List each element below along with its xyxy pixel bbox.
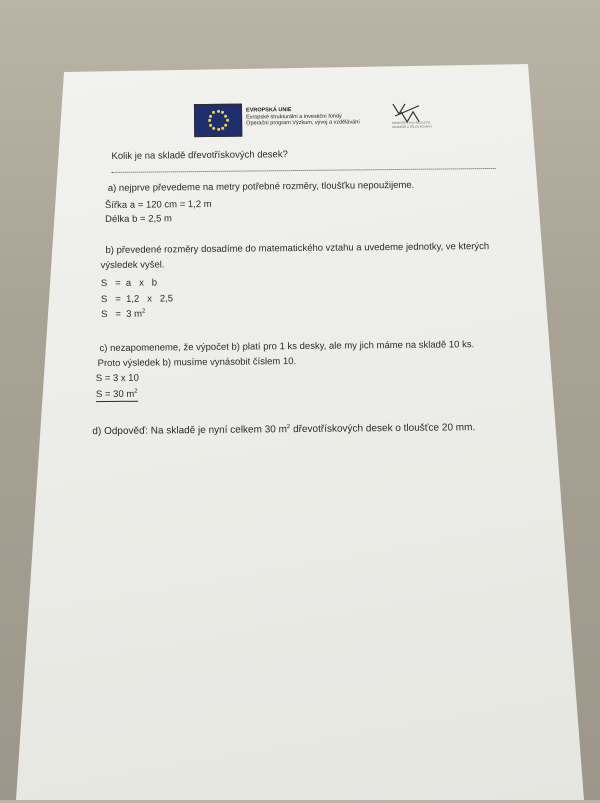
section-b-eq-3-sup: 2	[142, 308, 146, 315]
section-b-eq-1: S = a x b	[100, 277, 158, 290]
section-c-text-1: c) nezapomeneme, že výpočet b) platí pro 1 ks desky, ale my jich máme na skladě 10 ks.	[99, 339, 475, 355]
eu-star-icon	[208, 119, 211, 122]
section-b-eq-2: S = 1,2 x 2,5	[100, 293, 174, 306]
section-c-eq-1: S = 3 x 10	[95, 372, 139, 385]
section-c-result	[96, 389, 138, 402]
eu-star-icon	[226, 119, 229, 122]
section-b-text-1: b) převedené rozměry dosadíme do matematického vztahu a uvedeme jednotky, ve kterých	[105, 241, 490, 257]
question-title: Kolik je na skladě dřevotřískových desek?	[111, 149, 288, 162]
eu-star-icon	[217, 110, 220, 113]
section-b-eq-3	[101, 309, 145, 320]
section-a-width: Šířka a = 120 cm = 1,2 m	[104, 198, 212, 212]
msmt-logo	[392, 102, 438, 138]
eu-funding-text	[246, 106, 360, 127]
eu-star-icon	[224, 123, 227, 126]
eu-line-2: Evropské strukturální a investiční fondy	[246, 113, 342, 121]
eu-line-3: Operační program Výzkum, vývoj a vzdělávání	[246, 119, 360, 127]
eu-star-icon	[221, 111, 224, 114]
section-c-text-2: Proto výsledek b) musíme vynásobit číslem 10.	[97, 356, 297, 370]
eu-flag-logo	[194, 104, 242, 138]
eu-star-icon	[209, 114, 212, 117]
eu-star-icon	[217, 128, 220, 131]
section-c-eq-2	[96, 389, 138, 400]
section-b-text-2: výsledek vyšel.	[100, 259, 165, 272]
eu-star-icon	[221, 127, 224, 130]
section-a-text: a) nejprve převedeme na metry potřebné rozměry, tloušťku nepoužijeme.	[107, 179, 415, 195]
eu-line-1: EVROPSKÁ UNIE	[245, 107, 292, 114]
msmt-label: MINISTERSTVO ŠKOLSTVÍ, MLÁDEŽE A TĚLOVÝCHOVY	[392, 120, 433, 129]
answer-line	[92, 422, 475, 437]
eu-star-icon	[212, 111, 215, 114]
answer-after: dřevotřískových desek o tloušťce 20 mm.	[290, 422, 476, 436]
section-c-eq-2-main: S = 30 m	[95, 388, 135, 401]
eu-star-icon	[209, 123, 212, 126]
dotted-separator	[112, 168, 496, 173]
section-c-eq-2-sup: 2	[134, 388, 138, 395]
eu-star-icon	[212, 127, 215, 130]
section-a-length: Délka b = 2,5 m	[105, 213, 172, 226]
answer-sup: 2	[286, 424, 291, 431]
section-b-eq-3-main: S = 3 m	[101, 308, 143, 321]
eu-star-icon	[224, 114, 227, 117]
answer-before: d) Odpověď: Na skladě je nyní celkem 30 m	[92, 424, 287, 438]
